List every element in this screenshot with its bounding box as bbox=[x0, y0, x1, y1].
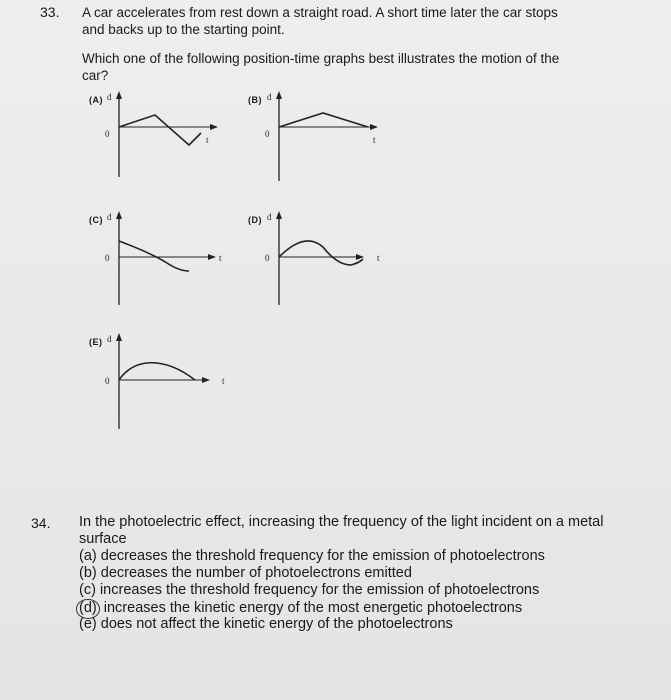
q33-prompt-line1: Which one of the following position-time graphs best illustrates the motion of the bbox=[82, 51, 560, 66]
q34-number: 34. bbox=[31, 515, 51, 531]
graph-d bbox=[255, 205, 395, 315]
q33-prompt-line2: car? bbox=[82, 68, 109, 83]
q34-option-e-letter: (e) bbox=[79, 616, 97, 632]
graph-c-curve bbox=[119, 241, 189, 271]
graph-e-curve bbox=[119, 363, 195, 380]
graph-d-y-axis-label: d bbox=[267, 212, 272, 222]
q34-option-b-text: decreases the number of photoelectrons emitted bbox=[100, 565, 412, 581]
graph-c-x-axis-label: t bbox=[219, 253, 222, 263]
graph-e-label: (E) bbox=[89, 337, 103, 347]
graph-c bbox=[95, 205, 235, 315]
graph-c-y-axis-label: d bbox=[107, 212, 112, 222]
q34-option-a-text: decreases the threshold frequency for the emission of photoelectrons bbox=[100, 548, 545, 564]
graph-a-y-axis-label: d bbox=[107, 92, 112, 102]
graph-b bbox=[255, 85, 395, 185]
graph-e-x-axis-label: t bbox=[222, 376, 225, 386]
q34-option-c bbox=[79, 582, 539, 600]
graph-c-origin: 0 bbox=[105, 253, 110, 263]
graph-b-origin: 0 bbox=[265, 129, 270, 139]
graph-d-x-axis-label: t bbox=[377, 253, 380, 263]
graph-a-x-axis-label: t bbox=[206, 135, 209, 145]
q34-option-a bbox=[79, 548, 545, 566]
graph-d-curve bbox=[279, 241, 363, 265]
q34-option-b-letter: (b) bbox=[79, 565, 97, 581]
q34-option-e-text: does not affect the kinetic energy of the photoelectrons bbox=[100, 616, 453, 632]
q33-stem-line1: A car accelerates from rest down a straight road. A short time later the car stops bbox=[82, 5, 558, 20]
q34-option-d-text: increases the kinetic energy of the most energetic photoelectrons bbox=[103, 600, 523, 616]
q33-number: 33. bbox=[40, 4, 60, 20]
q34-option-e bbox=[79, 616, 453, 634]
graph-b-y-axis-label: d bbox=[267, 92, 272, 102]
graph-e bbox=[95, 327, 235, 437]
graph-b-x-axis-label: t bbox=[373, 135, 376, 145]
graph-d-label: (D) bbox=[248, 215, 262, 225]
q34-option-a-letter: (a) bbox=[79, 548, 97, 564]
graph-e-y-axis-label: d bbox=[107, 334, 112, 344]
graph-a bbox=[95, 85, 235, 185]
graph-a-label: (A) bbox=[89, 95, 103, 105]
q34-option-c-text: increases the threshold frequency for the emission of photoelectrons bbox=[99, 582, 540, 598]
graph-b-curve bbox=[279, 113, 368, 127]
q34-option-d-letter: (d) bbox=[76, 599, 100, 619]
q34-stem-line2: surface bbox=[79, 531, 127, 547]
graph-b-label: (B) bbox=[248, 95, 262, 105]
graph-c-label: (C) bbox=[89, 215, 103, 225]
graph-d-origin: 0 bbox=[265, 253, 270, 263]
q34-option-b bbox=[79, 565, 412, 583]
graph-a-curve bbox=[119, 115, 201, 145]
graph-a-origin: 0 bbox=[105, 129, 110, 139]
q34-option-c-letter: (c) bbox=[79, 582, 96, 598]
q33-stem-line2: and backs up to the starting point. bbox=[82, 22, 285, 37]
q34-stem-line1: In the photoelectric effect, increasing the frequency of the light incident on a metal bbox=[79, 514, 604, 530]
graph-e-origin: 0 bbox=[105, 376, 110, 386]
